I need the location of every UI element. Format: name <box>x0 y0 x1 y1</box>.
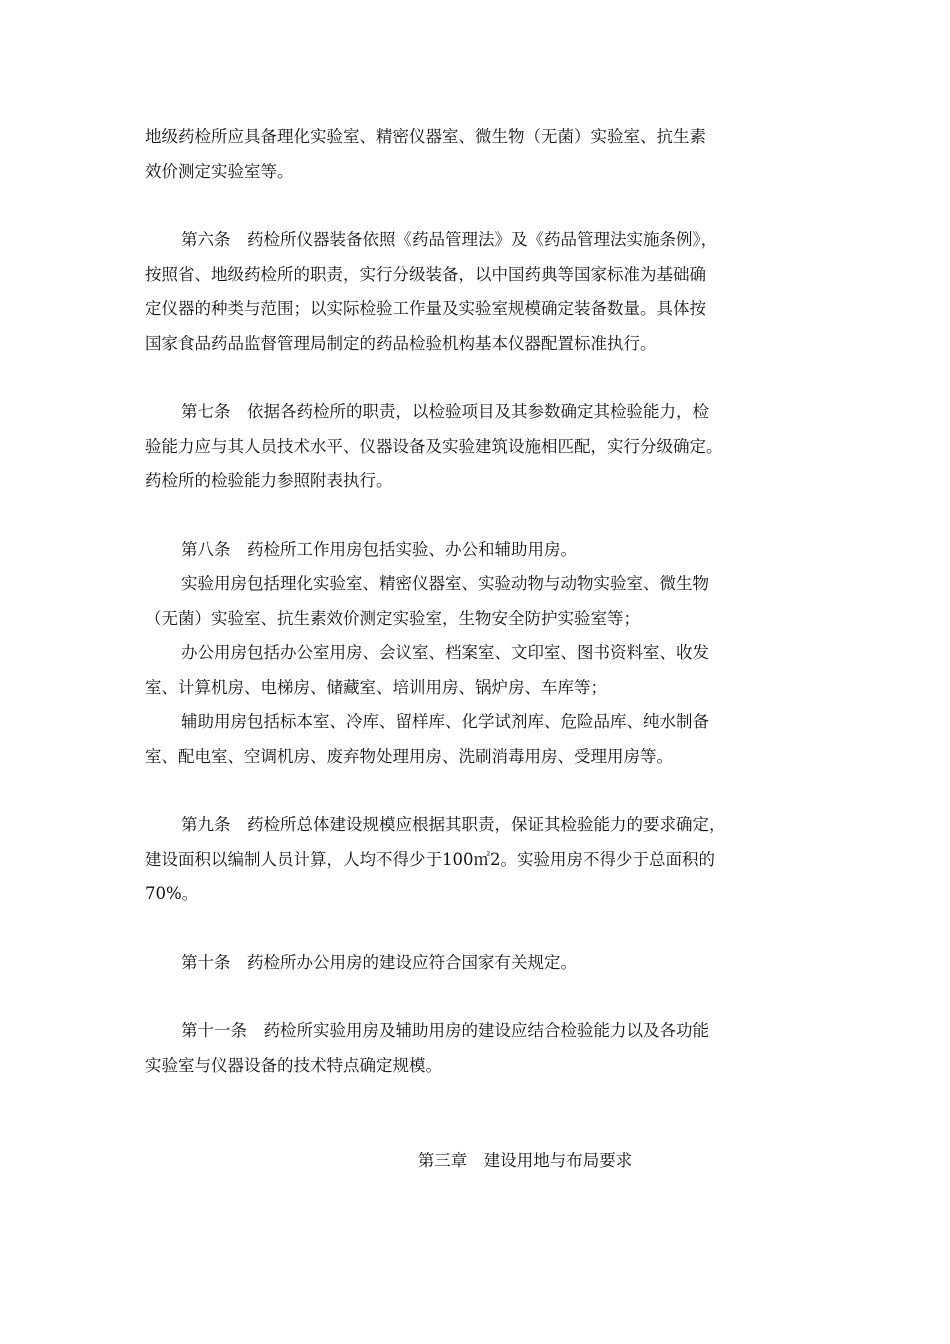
text-line: 建设面积以编制人员计算，人均不得少于100㎡2。实验用房不得少于总面积的 <box>145 849 715 869</box>
article-8-office-rooms <box>145 636 810 705</box>
text-line: 第九条 药检所总体建设规模应根据其职责，保证其检验能力的要求确定， <box>181 815 726 834</box>
text-line: 按照省、地级药检所的职责，实行分级装备，以中国药典等国家标准为基础确 <box>145 264 706 284</box>
text-line: 验能力应与其人员技术水平、仪器设备及实验建筑设施相匹配，实行分级确定。 <box>145 436 723 456</box>
article-11 <box>145 1014 810 1083</box>
article-7 <box>145 395 810 499</box>
text-line: 第六条 药检所仪器装备依照《药品管理法》及《药品管理法实施条例》， <box>181 230 718 249</box>
text-line: 地级药检所应具备理化实验室、精密仪器室、微生物（无菌）实验室、抗生素 <box>145 127 706 146</box>
paragraph-lab-requirements <box>145 120 810 189</box>
document-body <box>145 120 810 1083</box>
article-8 <box>145 533 810 568</box>
article-8-auxiliary-rooms <box>145 705 810 774</box>
text-line: 辅助用房包括标本室、冷库、留样库、化学试剂库、危险品库、纯水制备 <box>181 712 709 731</box>
text-line: 第十一条 药检所实验用房及辅助用房的建设应结合检验能力以及各功能 <box>181 1021 709 1040</box>
text-line: 实验用房包括理化实验室、精密仪器室、实验动物与动物实验室、微生物 <box>181 574 709 593</box>
text-line: 室、计算机房、电梯房、储藏室、培训用房、锅炉房、车库等； <box>145 677 607 697</box>
text-line: 定仪器的种类与范围；以实际检验工作量及实验室规模确定装备数量。具体按 <box>145 299 706 318</box>
article-9 <box>145 808 810 912</box>
text-line: 室、配电室、空调机房、废弃物处理用房、洗刷消毒用房、受理用房等。 <box>145 746 673 766</box>
text-line: 第七条 依据各药检所的职责，以检验项目及其参数确定其检验能力，检 <box>181 402 709 421</box>
text-line: （无菌）实验室、抗生素效价测定实验室，生物安全防护实验室等； <box>145 608 640 628</box>
chapter-heading: 第三章 建设用地与布局要求 <box>417 1151 633 1170</box>
text-line: 实验室与仪器设备的技术特点确定规模。 <box>145 1055 442 1075</box>
article-6 <box>145 223 810 361</box>
article-10 <box>145 946 810 981</box>
text-line: 70%。 <box>145 884 199 903</box>
text-line: 药检所的检验能力参照附表执行。 <box>145 471 393 490</box>
article-8-lab-rooms <box>145 567 810 636</box>
text-line: 国家食品药品监督管理局制定的药品检验机构基本仪器配置标准执行。 <box>145 333 657 353</box>
text-line: 效价测定实验室等。 <box>145 161 294 181</box>
text-line: 第十条 药检所办公用房的建设应符合国家有关规定。 <box>181 952 577 972</box>
text-line: 办公用房包括办公室用房、会议室、档案室、文印室、图书资料室、收发 <box>181 643 709 662</box>
text-line: 第八条 药检所工作用房包括实验、办公和辅助用房。 <box>181 539 577 559</box>
